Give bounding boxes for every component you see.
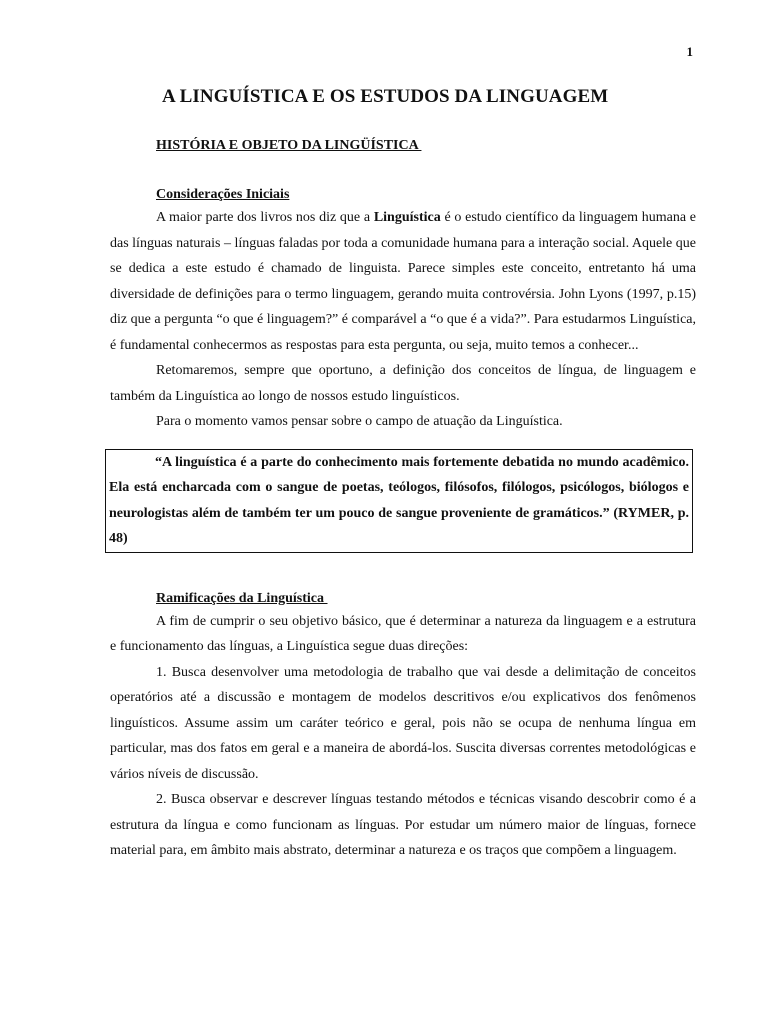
- paragraph-retomaremos: Retomaremos, sempre que oportuno, a definição dos conceitos de língua, de linguagem e também da Linguística ao longo de nossos estudo linguísticos.: [110, 363, 696, 404]
- document-body: [110, 86, 696, 864]
- section-heading-ramificacoes: Ramificações da Linguística: [156, 590, 328, 606]
- paragraph-intro-rest: é o estudo científico da linguagem humana e das línguas naturais – línguas faladas por toda a comunidade humana para a interação social. Aquele que se dedica a este estudo é chamado de linguista. Parece simples este conceito, entretanto há uma diversidade de definições para o termo linguagem, gerando muita controvérsia. John Lyons (1997, p.15) diz que a pergunta “o que é linguagem?” é comparável a “o que é a vida?”. Para estudarmos Linguística, é fundamental conhecermos as respostas para esta pergunta, ou seja, muito temos a conhecer...: [110, 210, 696, 353]
- document-title: A LINGUÍSTICA E OS ESTUDOS DA LINGUAGEM: [162, 86, 609, 107]
- section-heading-historia: HISTÓRIA E OBJETO DA LINGÜÍSTICA: [156, 138, 422, 153]
- quote-text: “A linguística é a parte do conhecimento mais fortemente debatida no mundo acadêmico. Ela está encharcada com o sangue de poetas, teólogos, filósofos, filólogos, psicólogos, biólogos e neurologistas além de também ter um pouco de sangue proveniente de gramáticos.” (RYMER, p. 48): [109, 454, 689, 546]
- quote-box: [105, 449, 693, 553]
- paragraph-objetivo: A fim de cumprir o seu objetivo básico, que é determinar a natureza da linguagem e a estrutura e funcionamento das línguas, a Linguística segue duas direções:: [110, 613, 696, 654]
- paragraph-item-2: 2. Busca observar e descrever línguas testando métodos e técnicas visando descobrir como é a estrutura da língua e como funcionam as línguas. Por estudar um número maior de línguas, fornece material para, em âmbito mais abstrato, determinar a natureza e os traços que compõem a linguagem.: [110, 792, 696, 858]
- page-number: 1: [686, 44, 693, 59]
- paragraph-intro: [110, 205, 696, 358]
- term-linguistica: Linguística: [373, 210, 441, 225]
- paragraph-intro-start: A maior parte dos livros nos diz que a: [156, 210, 374, 225]
- paragraph-momento: Para o momento vamos pensar sobre o campo de atuação da Linguística.: [156, 414, 563, 429]
- paragraph-item-1: 1. Busca desenvolver uma metodologia de trabalho que vai desde a delimitação de conceitos operatórios até a discussão e montagem de modelos descritivos e/ou explicativos dos fenômenos linguísticos. Assume assim um caráter teórico e geral, pois não se ocupa de nenhuma língua em particular, mas dos fatos em geral e a maneira de abordá-los. Suscita diversas correntes metodológicas e vários níveis de discussão.: [110, 664, 696, 782]
- subheading-consideracoes: Considerações Iniciais: [156, 187, 290, 202]
